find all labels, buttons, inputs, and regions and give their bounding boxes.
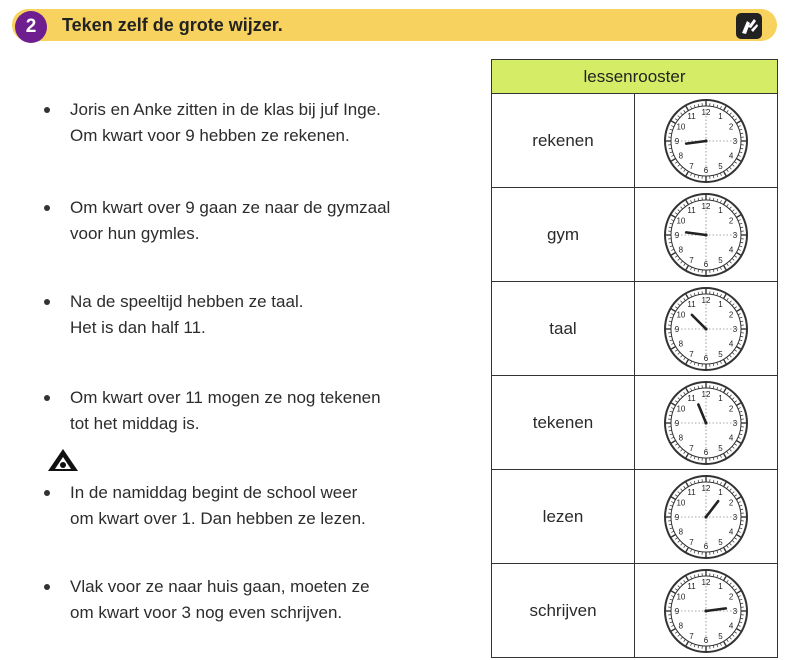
clock-number: 8 xyxy=(678,151,684,160)
clock-cell xyxy=(635,188,778,282)
challenge-triangle-icon xyxy=(47,448,79,472)
clock-number: 1 xyxy=(718,111,723,121)
exercise-number-badge: 2 xyxy=(15,11,47,43)
clock-number: 3 xyxy=(732,136,738,146)
clock-number: 8 xyxy=(678,339,684,348)
clock-number: 9 xyxy=(674,136,680,146)
clock-number: 7 xyxy=(689,537,694,547)
schedule-row xyxy=(492,188,778,282)
clock-number: 1 xyxy=(718,581,723,591)
clock-center xyxy=(704,609,707,612)
instruction-line: Na de speeltijd hebben ze taal. xyxy=(70,292,304,311)
clock-number: 8 xyxy=(678,433,684,442)
clock-number: 11 xyxy=(687,205,696,215)
instruction-line: voor hun gymles. xyxy=(70,224,200,243)
clock-number: 5 xyxy=(718,349,723,359)
clock-number: 6 xyxy=(703,541,709,551)
clock-number: 1 xyxy=(718,205,723,215)
clock-number: 11 xyxy=(687,487,696,497)
instruction-line: Om kwart voor 9 hebben ze rekenen. xyxy=(70,126,350,145)
clock-cell xyxy=(635,94,778,188)
instruction-line: Het is dan half 11. xyxy=(70,318,206,337)
clock-number: 2 xyxy=(728,122,734,131)
clock-number: 10 xyxy=(676,122,686,131)
clock-number: 9 xyxy=(674,606,680,616)
clock-center xyxy=(704,139,707,142)
instruction-line: Om kwart over 9 gaan ze naar de gymzaal xyxy=(70,198,391,217)
clock-number: 4 xyxy=(728,151,734,160)
clock-number: 1 xyxy=(718,393,723,403)
schedule-row xyxy=(492,564,778,658)
clock-face[interactable] xyxy=(661,567,751,655)
clock-number: 12 xyxy=(701,389,711,399)
subject-cell: lezen xyxy=(492,470,635,564)
clock-number: 5 xyxy=(718,443,723,453)
clock-number: 7 xyxy=(689,255,694,265)
clock-number: 11 xyxy=(687,111,696,121)
clock-number: 3 xyxy=(732,512,738,522)
clock-number: 1 xyxy=(718,487,723,497)
exercise-title: Teken zelf de grote wijzer. xyxy=(62,15,283,35)
clock-number: 2 xyxy=(728,592,734,601)
bullet-dot xyxy=(44,395,50,401)
instruction-line: tot het middag is. xyxy=(70,414,200,433)
clock-number: 8 xyxy=(678,245,684,254)
clock-number: 9 xyxy=(674,512,680,522)
clock-number: 9 xyxy=(674,324,680,334)
clock-cell xyxy=(635,564,778,658)
schedule-row xyxy=(492,94,778,188)
clock-number: 2 xyxy=(728,310,734,319)
subject-cell: taal xyxy=(492,282,635,376)
clock-number: 4 xyxy=(728,339,734,348)
clock-center xyxy=(704,233,707,236)
clock-number: 5 xyxy=(718,161,723,171)
clock-number: 9 xyxy=(674,230,680,240)
clock-face[interactable] xyxy=(661,97,751,185)
bullet-dot xyxy=(44,490,50,496)
clock-number: 6 xyxy=(703,259,709,269)
clock-number: 6 xyxy=(703,635,709,645)
clock-number: 10 xyxy=(676,592,686,601)
clock-number: 7 xyxy=(689,631,694,641)
clock-number: 11 xyxy=(687,299,696,309)
clock-number: 7 xyxy=(689,161,694,171)
clock-center xyxy=(704,421,707,424)
clock-center xyxy=(704,327,707,330)
clock-number: 3 xyxy=(732,324,738,334)
clock-number: 4 xyxy=(728,433,734,442)
instruction-line: Joris en Anke zitten in de klas bij juf Inge. xyxy=(70,100,381,119)
clock-number: 6 xyxy=(703,447,709,457)
clock-cell xyxy=(635,376,778,470)
clock-number: 6 xyxy=(703,165,709,175)
clock-number: 3 xyxy=(732,418,738,428)
clock-number: 8 xyxy=(678,621,684,630)
bullet-dot xyxy=(44,299,50,305)
clock-number: 4 xyxy=(728,621,734,630)
clock-cell xyxy=(635,470,778,564)
clock-number: 11 xyxy=(687,581,696,591)
clock-number: 7 xyxy=(689,349,694,359)
schedule-table xyxy=(491,59,778,658)
bullet-dot xyxy=(44,205,50,211)
schedule-row xyxy=(492,282,778,376)
clock-number: 4 xyxy=(728,527,734,536)
instruction-line: Vlak voor ze naar huis gaan, moeten ze xyxy=(70,577,370,596)
clock-number: 10 xyxy=(676,216,686,225)
subject-cell: rekenen xyxy=(492,94,635,188)
clock-center xyxy=(704,515,707,518)
clock-number: 12 xyxy=(701,107,711,117)
clock-number: 3 xyxy=(732,606,738,616)
instruction-line: om kwart voor 3 nog even schrijven. xyxy=(70,603,343,622)
clock-number: 5 xyxy=(718,537,723,547)
instruction-line: In de namiddag begint de school weer xyxy=(70,483,358,502)
clock-number: 3 xyxy=(732,230,738,240)
clock-number: 5 xyxy=(718,255,723,265)
clock-face[interactable] xyxy=(661,191,751,279)
subject-cell: gym xyxy=(492,188,635,282)
clock-face[interactable] xyxy=(661,379,751,467)
clock-number: 12 xyxy=(701,577,711,587)
clock-number: 5 xyxy=(718,631,723,641)
clock-number: 4 xyxy=(728,245,734,254)
clock-number: 2 xyxy=(728,216,734,225)
clock-number: 2 xyxy=(728,498,734,507)
schedule-row xyxy=(492,470,778,564)
clock-number: 6 xyxy=(703,353,709,363)
subject-cell: tekenen xyxy=(492,376,635,470)
drawing-hand-icon xyxy=(735,12,763,40)
clock-number: 7 xyxy=(689,443,694,453)
instruction-line: Om kwart over 11 mogen ze nog tekenen xyxy=(70,388,381,407)
schedule-title: lessenrooster xyxy=(492,60,778,94)
clock-number: 9 xyxy=(674,418,680,428)
clock-face[interactable] xyxy=(661,285,751,373)
clock-number: 10 xyxy=(676,404,686,413)
clock-number: 12 xyxy=(701,295,711,305)
clock-number: 10 xyxy=(676,498,686,507)
clock-number: 12 xyxy=(701,483,711,493)
clock-number: 1 xyxy=(718,299,723,309)
clock-number: 2 xyxy=(728,404,734,413)
clock-number: 12 xyxy=(701,201,711,211)
instruction-line: om kwart over 1. Dan hebben ze lezen. xyxy=(70,509,366,528)
clock-number: 8 xyxy=(678,527,684,536)
clock-number: 11 xyxy=(687,393,696,403)
bullet-dot xyxy=(44,584,50,590)
bullet-dot xyxy=(44,107,50,113)
schedule-row xyxy=(492,376,778,470)
subject-cell: schrijven xyxy=(492,564,635,658)
clock-number: 10 xyxy=(676,310,686,319)
clock-cell xyxy=(635,282,778,376)
clock-face[interactable] xyxy=(661,473,751,561)
